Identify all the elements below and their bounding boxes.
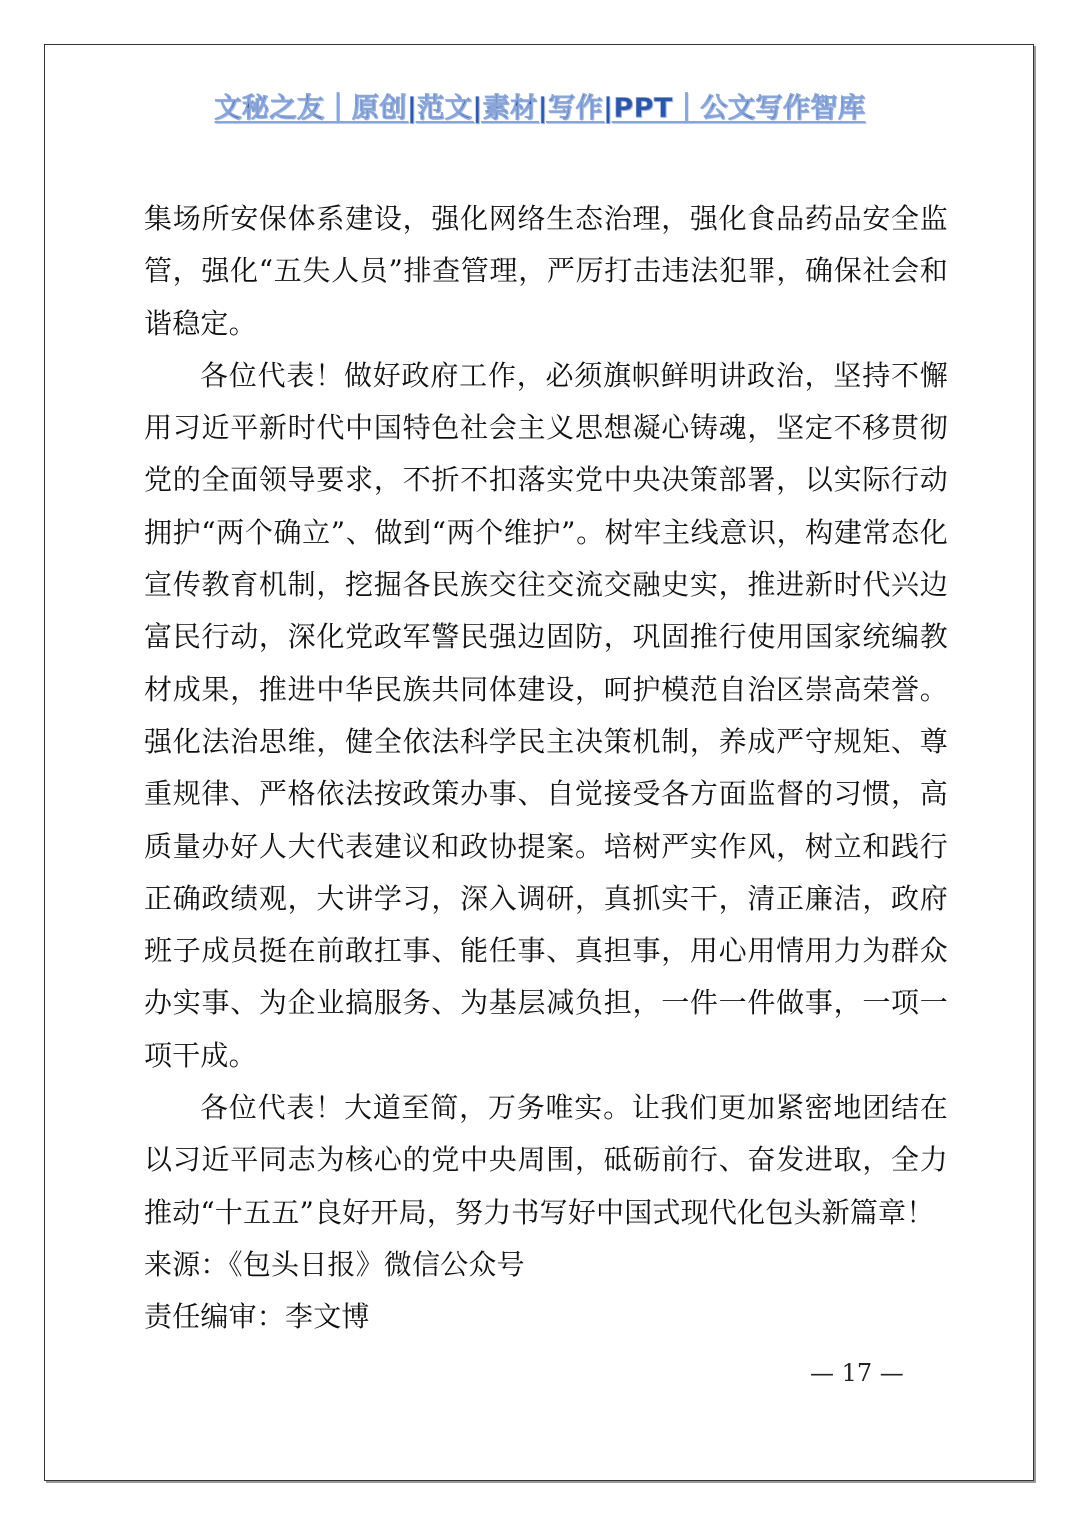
- paragraph-continued: 集场所安保体系建设，强化网络生态治理，强化食品药品安全监管，强化“五失人员”排查管理，严厉打击违法犯罪，确保社会和谐稳定。: [144, 202, 948, 340]
- editor-line: 责任编审：李文博: [144, 1300, 370, 1334]
- paragraph-closing: 各位代表！大道至简，万务唯实。让我们更加紧密地团结在以习近平同志为核心的党中央周围，砥砺前行、奋发进取，全力推动“十五五”良好开局，努力书写好中国式现代化包头新篇章！: [144, 1091, 948, 1229]
- header-banner[interactable]: 文秘之友｜原创|范文|素材|写作|PPT｜公文写作智库: [214, 93, 866, 124]
- article-body: [144, 193, 948, 1344]
- source-line: 来源：《包头日报》微信公众号: [144, 1247, 525, 1281]
- paragraph-government-work: 各位代表！做好政府工作，必须旗帜鲜明讲政治，坚持不懈用习近平新时代中国特色社会主义思想凝心铸魂，坚定不移贯彻党的全面领导要求，不折不扣落实党中央决策部署，以实际行动拥护“两个确立”、做到“两个维护”。树牢主线意识，构建常态化宣传教育机制，挖掘各民族交往交流交融史实，推进新时代兴边富民行动，深化党政军警民强边固防，巩固推行使用国家统编教材成果，推进中华民族共同体建设，呵护模范自治区崇高荣誉。强化法治思维，健全依法科学民主决策机制，养成严守规矩、尊重规律、严格依法按政策办事、自觉接受各方面监督的习惯，高质量办好人大代表建议和政协提案。培树严实作风，树立和践行正确政绩观，大讲学习，深入调研，真抓实干，清正廉洁，政府班子成员挺在前敢扛事、能任事、真担事，用心用情用力为群众办实事、为企业搞服务、为基层减负担，一件一件做事，一项一项干成。: [144, 358, 948, 1072]
- page-number: — 17 —: [810, 1359, 904, 1387]
